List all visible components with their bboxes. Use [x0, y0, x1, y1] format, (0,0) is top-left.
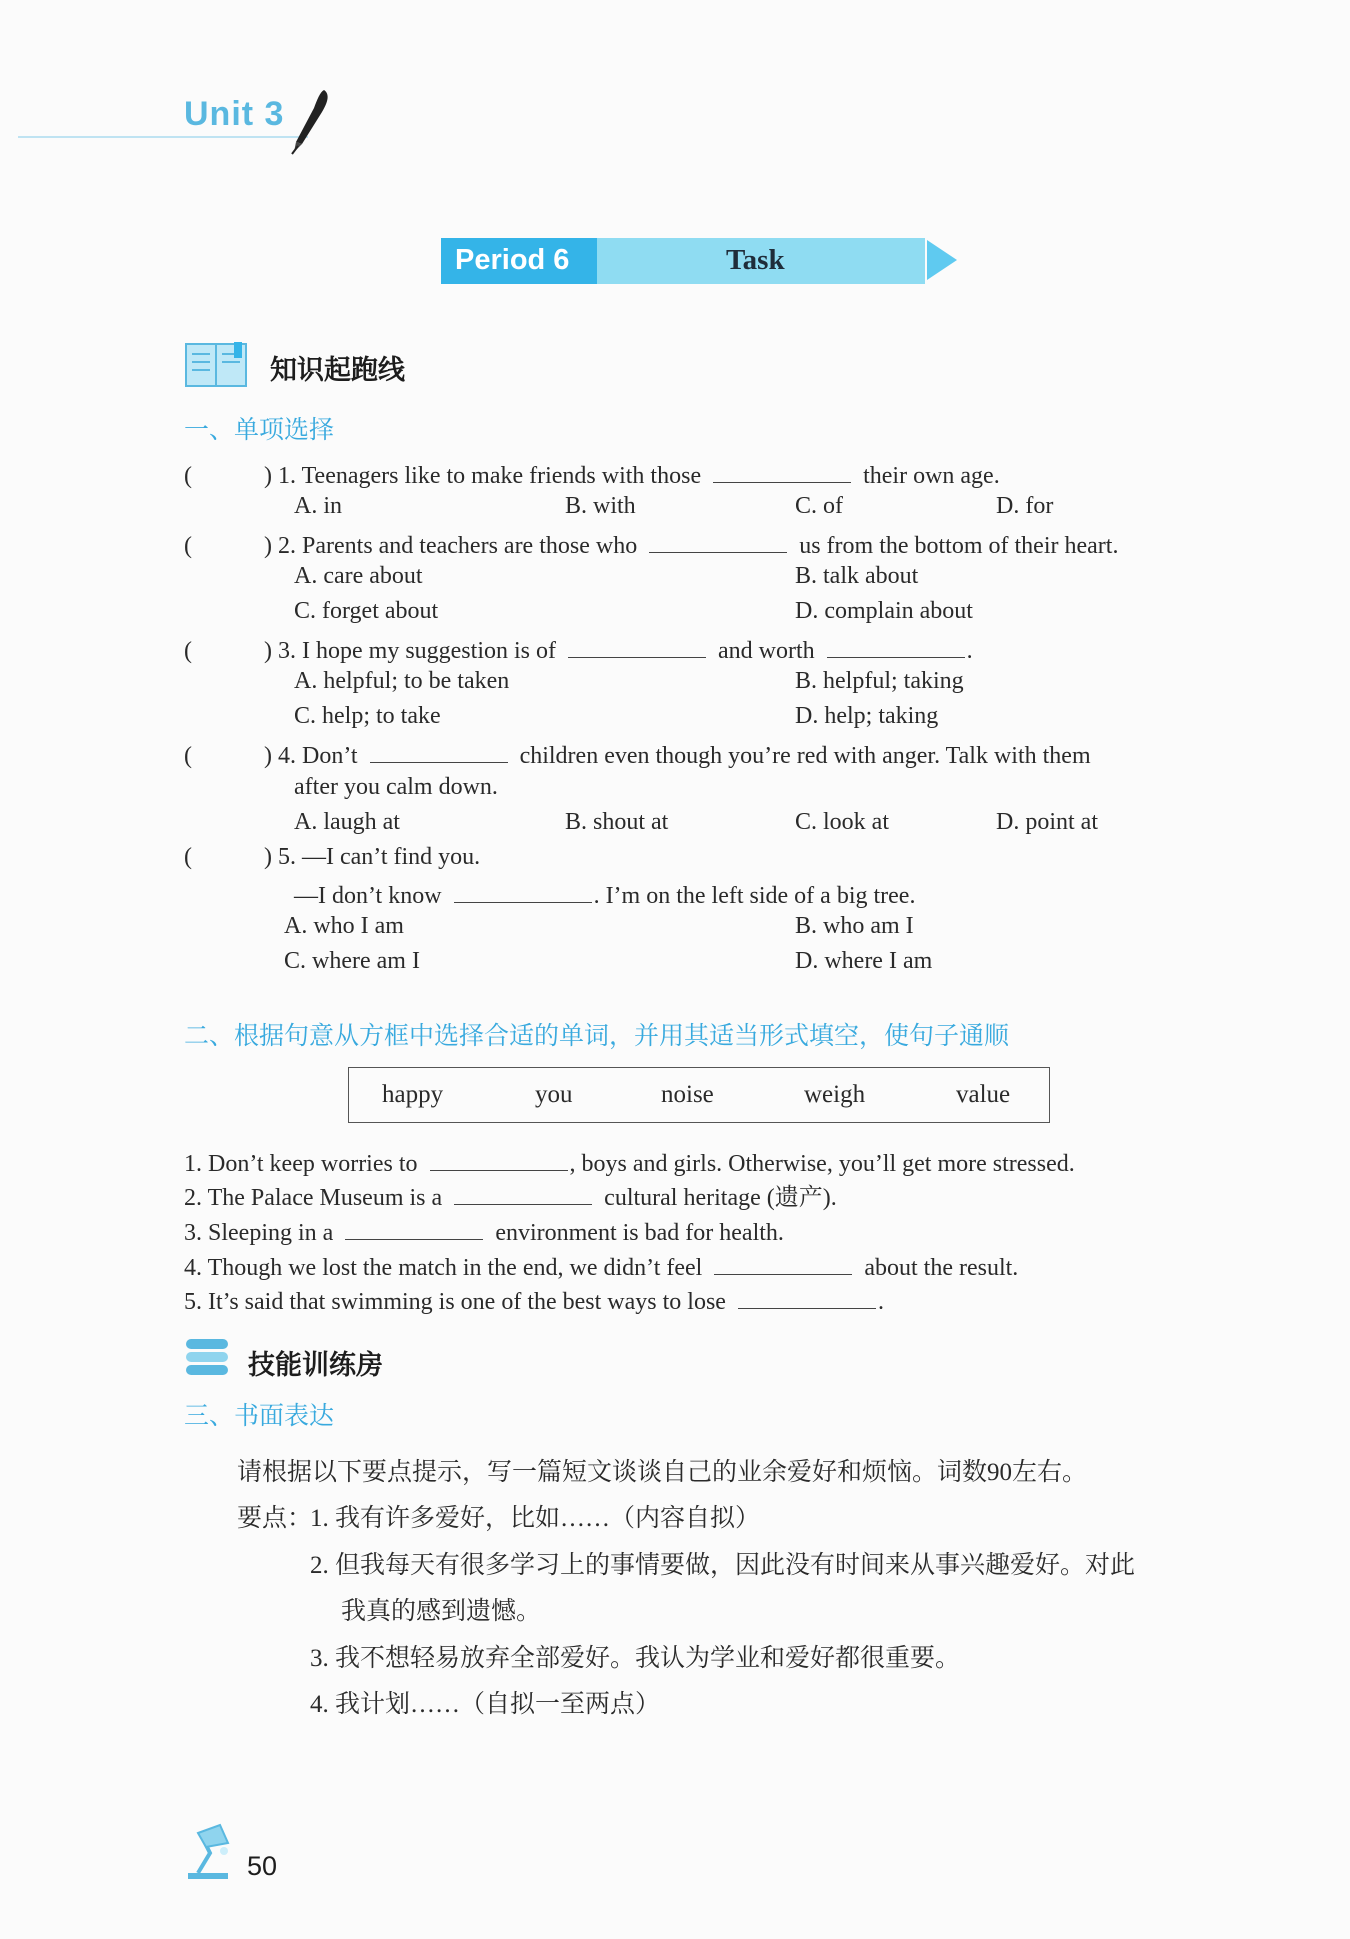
answer-paren-open: (: [184, 638, 192, 664]
writing-point-3: 3. 我不想轻易放弃全部爱好。我认为学业和爱好都很重要。: [310, 1645, 961, 1672]
question-5-line2: [294, 880, 915, 908]
option: B. shout at: [565, 809, 669, 835]
fill-text: , boys and girls. Otherwise, you’ll get more stressed.: [569, 1151, 1075, 1177]
option: C. where am I: [284, 948, 420, 974]
fill-text: cultural heritage (遗产).: [604, 1185, 837, 1211]
option: D. point at: [996, 809, 1098, 835]
option: A. care about: [294, 563, 423, 589]
part1-title: 一、单项选择: [184, 416, 335, 444]
fill-text: 1. Don’t keep worries to: [184, 1151, 418, 1177]
word-item: happy: [382, 1081, 444, 1108]
word-item: you: [535, 1081, 573, 1108]
word-item: noise: [661, 1081, 714, 1108]
book-icon: [184, 340, 250, 390]
question-text: 1. Teenagers like to make friends with those: [278, 463, 702, 489]
blank-line[interactable]: [738, 1286, 876, 1309]
writing-point-1: 1. 我有许多爱好，比如……（内容自拟）: [310, 1505, 761, 1532]
writing-point-2: 2. 但我每天有很多学习上的事情要做，因此没有时间来从事兴趣爱好。对此: [310, 1552, 1136, 1579]
answer-paren-open: (: [184, 463, 192, 489]
option: C. forget about: [294, 598, 439, 624]
answer-paren-close: ): [264, 463, 272, 489]
answer-paren-close: ): [264, 844, 272, 870]
answer-paren-open: (: [184, 533, 192, 559]
option: B. talk about: [795, 563, 919, 589]
answer-paren-open: (: [184, 743, 192, 769]
writing-intro: 请根据以下要点提示，写一篇短文谈谈自己的业余爱好和烦恼。词数90左右。: [237, 1459, 1088, 1486]
page-number: 50: [247, 1851, 278, 1881]
answer-paren-close: ): [264, 638, 272, 664]
option: D. for: [996, 493, 1054, 519]
fill-text: about the result.: [864, 1255, 1019, 1281]
part3-title: 三、书面表达: [184, 1402, 335, 1430]
option: A. who I am: [284, 913, 404, 939]
question-text: after you calm down.: [294, 774, 498, 800]
question-3: [184, 635, 973, 663]
pen-icon: [284, 86, 334, 156]
fill-text: 3. Sleeping in a: [184, 1220, 334, 1246]
question-1: [184, 460, 1000, 488]
fill-text: 4. Though we lost the match in the end, we didn’t feel: [184, 1255, 703, 1281]
skill-icon: [184, 1337, 230, 1377]
option: B. with: [565, 493, 636, 519]
fill-sentence-1: [184, 1148, 1075, 1176]
fill-sentence-3: [184, 1217, 784, 1245]
question-text: . I’m on the left side of a big tree.: [593, 883, 916, 909]
blank-line[interactable]: [714, 1252, 852, 1275]
blank-line[interactable]: [649, 530, 787, 553]
option: C. look at: [795, 809, 889, 835]
blank-line[interactable]: [454, 1182, 592, 1205]
question-text: children even though you’re red with anger. Talk with them: [519, 743, 1091, 769]
fill-text: .: [877, 1289, 884, 1315]
blank-line[interactable]: [454, 880, 592, 903]
word-item: weigh: [804, 1081, 866, 1108]
writing-point-2-cont: 我真的感到遗憾。: [341, 1598, 542, 1625]
blank-line[interactable]: [345, 1217, 483, 1240]
question-text: 4. Don’t: [278, 743, 358, 769]
fill-text: 5. It’s said that swimming is one of the best ways to lose: [184, 1289, 726, 1315]
blank-line[interactable]: [370, 740, 508, 763]
word-item: value: [956, 1081, 1011, 1108]
answer-paren-close: ): [264, 533, 272, 559]
question-4: [184, 740, 1091, 768]
question-text: us from the bottom of their heart.: [799, 533, 1119, 559]
option: B. who am I: [795, 913, 914, 939]
fill-sentence-2: [184, 1182, 837, 1210]
question-2: [184, 530, 1118, 558]
question-text: and worth: [717, 638, 815, 664]
period-label: Period 6: [455, 244, 570, 276]
section-title-knowledge: 知识起跑线: [270, 355, 405, 385]
blank-line[interactable]: [827, 635, 965, 658]
option: C. help; to take: [294, 703, 441, 729]
option: D. where I am: [795, 948, 933, 974]
option: C. of: [795, 493, 843, 519]
answer-paren-open: (: [184, 844, 192, 870]
writing-points-label: 要点：: [237, 1505, 313, 1532]
option: D. complain about: [795, 598, 973, 624]
question-text: 2. Parents and teachers are those who: [278, 533, 638, 559]
option: B. helpful; taking: [795, 668, 964, 694]
blank-line[interactable]: [713, 460, 851, 483]
blank-line[interactable]: [430, 1148, 568, 1171]
fill-text: environment is bad for health.: [495, 1220, 784, 1246]
header-divider: [18, 136, 308, 138]
section-title-skills: 技能训练房: [248, 1350, 383, 1380]
question-text: 5. —I can’t find you.: [278, 844, 481, 870]
writing-point-4: 4. 我计划……（自拟一至两点）: [310, 1691, 661, 1718]
question-5: [184, 845, 480, 869]
option: A. in: [294, 493, 342, 519]
task-label: Task: [726, 244, 785, 276]
fill-text: 2. The Palace Museum is a: [184, 1185, 443, 1211]
question-text: 3. I hope my suggestion is of: [278, 638, 556, 664]
lamp-icon: [184, 1823, 240, 1881]
part2-title: 二、根据句意从方框中选择合适的单词，并用其适当形式填空，使句子通顺: [184, 1022, 1010, 1050]
option: D. help; taking: [795, 703, 939, 729]
question-text: —I don’t know: [294, 883, 442, 909]
question-text: their own age.: [863, 463, 1000, 489]
fill-sentence-4: [184, 1252, 1018, 1280]
banner-arrow-icon: [927, 240, 957, 280]
answer-paren-close: ): [264, 743, 272, 769]
option: A. laugh at: [294, 809, 400, 835]
question-text: .: [966, 638, 973, 664]
option: A. helpful; to be taken: [294, 668, 510, 694]
blank-line[interactable]: [568, 635, 706, 658]
unit-title: Unit 3: [184, 95, 285, 133]
fill-sentence-5: [184, 1286, 884, 1314]
